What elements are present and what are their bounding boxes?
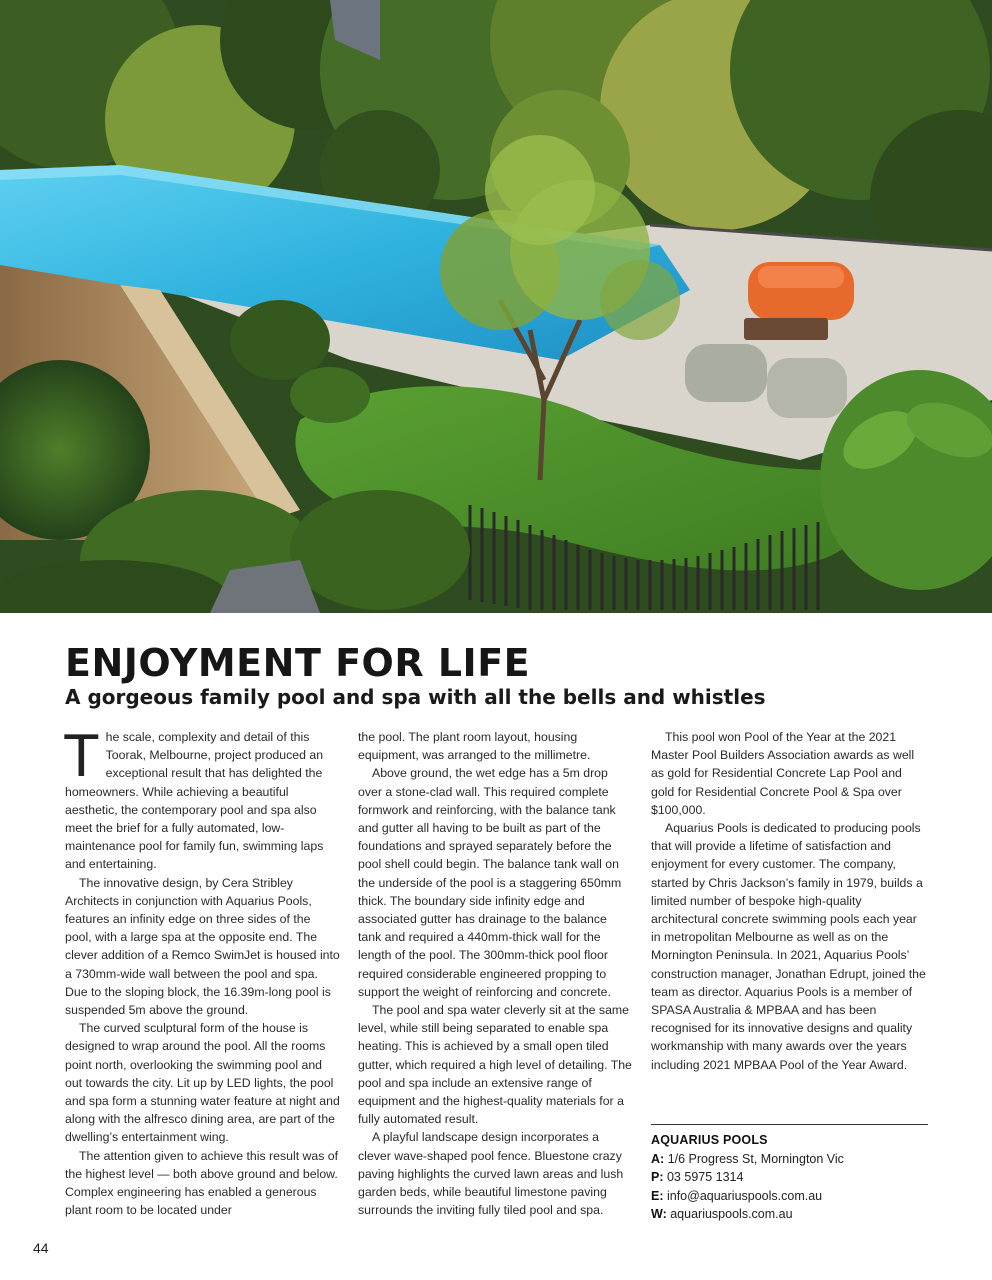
body-column-2 [358, 728, 633, 1219]
paragraph: The attention given to achieve this result was of the highest level — both above ground and below. Complex engineering has enabled a generous plant room to be located under [65, 1148, 339, 1218]
coffee-table [744, 318, 828, 340]
body-column-3 [651, 728, 926, 1074]
contact-details [651, 1124, 928, 1224]
web-link[interactable]: aquariuspools.com.au [670, 1207, 793, 1221]
paragraph: Aquarius Pools is dedicated to producing pools that will provide a lifetime of satisfaction and enjoyment for every customer. The company, started by Chris Jackson’s family in 1979, builds a limited number of bespoke high-quality architectural concrete swimming pools each year in metropolitan Melbourne as well as on the Mornington Peninsula. In 2021, Aquarius Pools’ construction manager, Jonathan Edrupt, joined the team as director. Aquarius Pools is a member of SPASA Australia & MPBAA and has been recognised for its innovative designs and quality workmanship with many awards over the years including 2021 MPBAA Pool of the Year Award. [651, 821, 926, 1072]
web-row[interactable]: W: aquariuspools.com.au [651, 1207, 793, 1221]
paragraph: The pool and spa water cleverly sit at the same level, while still being separated to enable spa heating. This is achieved by a small open tiled gutter, which required a high level of detailing. The pool and spa include an extensive range of equipment and the highest-quality materials for a fully automated result. [358, 1003, 632, 1127]
email-row[interactable]: E: info@aquariuspools.com.au [651, 1188, 823, 1203]
drop-cap: T [63, 722, 100, 789]
paragraph: Above ground, the wet edge has a 5m drop over a stone-clad wall. This required complete formwork and reinforcing, with the balance tank and gutter all having to be built as part of the foundations and sprayed separately before the pool shell could begin. The balance tank wall on the underside of the pool is a staggering 650mm thick. The boundary side infinity edge and associated gutter has drainage to the balance tank and required a 440mm-thick wall for the length of the pool. The 300mm-thick pool floor required considerable engineered propping to support the weight of reinforcing and concrete. [358, 766, 622, 999]
body-column-1 [63, 722, 340, 1219]
page-number: 44 [33, 1240, 49, 1256]
orange-sofa [748, 262, 854, 320]
phone-row: P: 03 5975 1314 [651, 1170, 744, 1184]
paragraph: The curved sculptural form of the house is designed to wrap around the pool. All the rooms point north, overlooking the swimming pool and out towards the city. Lit up by LED lights, the pool and spa form a stunning water feature at night and along with the alfresco dining area, are part of the dwelling’s entertainment wing. [65, 1021, 340, 1145]
article-headline: ENJOYMENT FOR LIFE [65, 641, 531, 685]
paragraph: the pool. The plant room layout, housing equipment, was arranged to the millimetre. [358, 730, 591, 763]
paragraph: A playful landscape design incorporates a clever wave-shaped pool fence. Bluestone crazy paving highlights the curved lawn areas and lush garden beds, while beautiful limestone paving surrounds the inviting fully tiled pool and spa. [358, 1130, 624, 1218]
pool-garden-illustration [0, 0, 992, 613]
article-standfirst: A gorgeous family pool and spa with all the bells and whistles [65, 685, 766, 709]
paragraph: The innovative design, by Cera Stribley Architects in conjunction with Aquarius Pools, features an infinity edge on three sides of the pool, with a large spa at the opposite end. The clever addition of a Remco SwimJet is housed into a 730mm-wide wall between the pool and spa. Due to the sloping block, the 16.39m-long pool is suspended 5m above the ground. [65, 875, 340, 1018]
paragraph: The scale, complexity and detail of this Toorak, Melbourne, project produced an exceptional result that has delighted the homeowners. While achieving a beautiful aesthetic, the contemporary pool and spa also meet the brief for a fully automated, low-maintenance pool for family fun, swimming laps and entertaining. [63, 722, 324, 872]
email-link[interactable]: info@aquariuspools.com.au [666, 1188, 823, 1203]
hero-photo [0, 0, 992, 613]
paragraph: This pool won Pool of the Year at the 2021 Master Pool Builders Association awards as well as gold for Residential Concrete Lap Pool and gold for Residential Concrete Pool & Spa over $100,000. [651, 730, 915, 817]
address-row: A: 1/6 Progress St, Mornington Vic [651, 1151, 844, 1166]
company-name: AQUARIUS POOLS [651, 1133, 768, 1147]
